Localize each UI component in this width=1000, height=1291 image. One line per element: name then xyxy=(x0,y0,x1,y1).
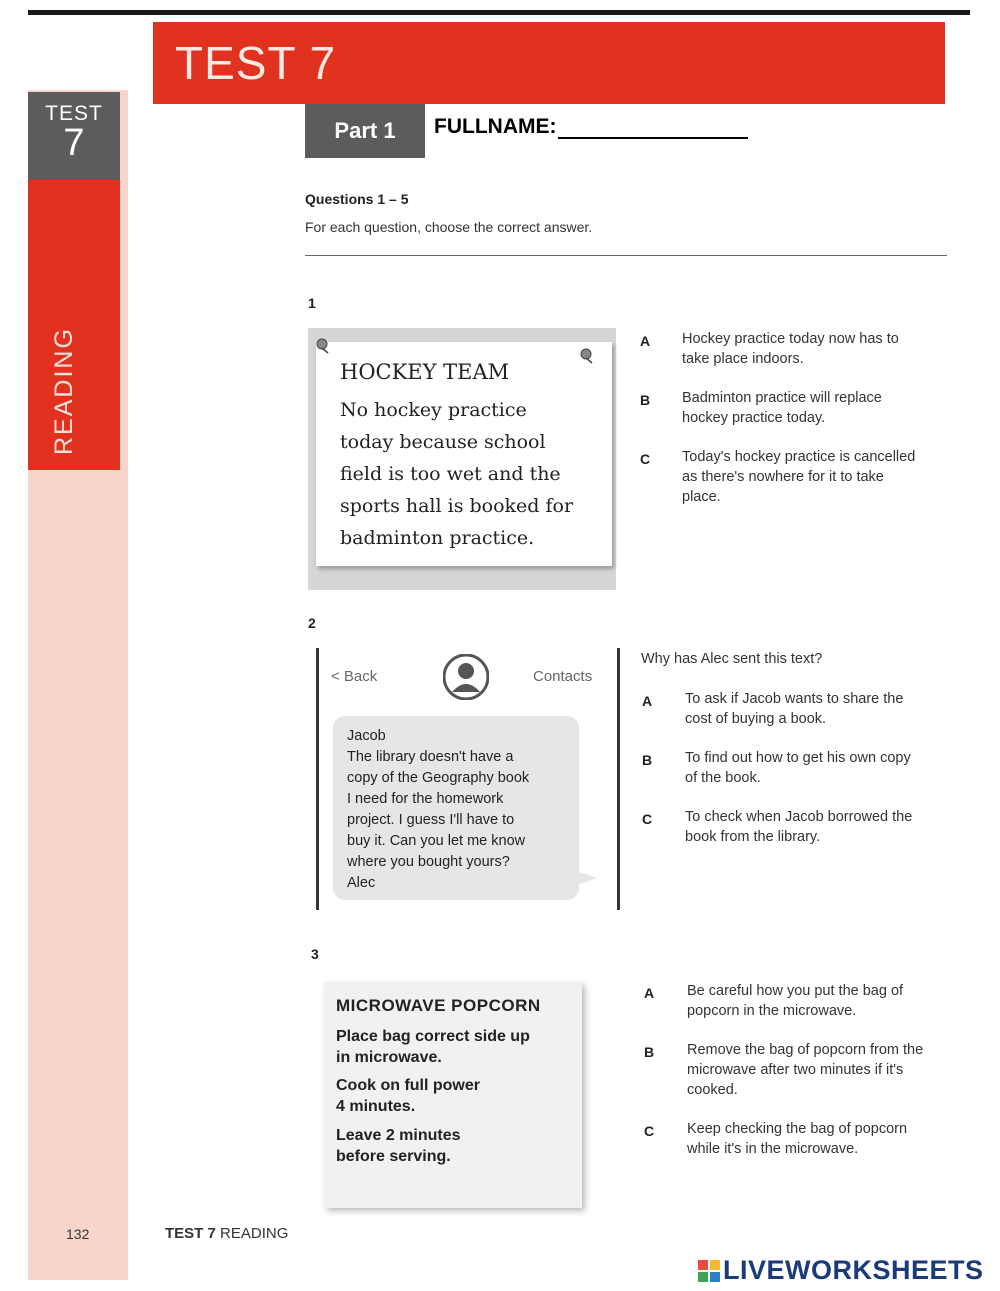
header-banner xyxy=(153,22,945,104)
hockey-notice xyxy=(316,342,612,566)
sidebar-test-number: 7 xyxy=(63,122,85,164)
popcorn-label xyxy=(324,982,582,1208)
option-text[interactable] xyxy=(682,329,899,369)
option-line: popcorn in the microwave. xyxy=(687,1003,857,1019)
option-line: place. xyxy=(682,489,721,505)
popcorn-title: MICROWAVE POPCORN xyxy=(336,996,541,1015)
fullname-field[interactable] xyxy=(434,115,748,139)
fullname-label: FULLNAME: xyxy=(434,115,557,138)
back-button: < Back xyxy=(331,668,378,685)
option-letter[interactable]: A xyxy=(644,985,655,1001)
option-line: Hockey practice today now has to xyxy=(682,331,899,347)
message-line: I need for the homework xyxy=(347,791,504,807)
option-line: cooked. xyxy=(687,1082,738,1098)
option-line: Keep checking the bag of popcorn xyxy=(687,1121,908,1137)
footer-title xyxy=(165,1225,288,1242)
option-letter[interactable]: A xyxy=(642,693,653,709)
option-text[interactable] xyxy=(682,388,882,428)
option-letter[interactable]: C xyxy=(644,1123,655,1139)
popcorn-instruction xyxy=(336,1075,480,1117)
footer-test: TEST 7 xyxy=(165,1225,216,1242)
option-text[interactable] xyxy=(685,748,911,788)
option-letter[interactable]: B xyxy=(644,1044,655,1060)
question-number: 3 xyxy=(311,946,319,962)
question-stem: Why has Alec sent this text? xyxy=(641,651,823,667)
top-rule xyxy=(28,10,970,15)
option-line: Today's hockey practice is cancelled xyxy=(682,449,916,465)
option-letter[interactable]: B xyxy=(640,392,651,408)
message-line: copy of the Geography book xyxy=(347,770,530,786)
option-line: take place indoors. xyxy=(682,351,804,367)
option-text[interactable] xyxy=(685,807,912,847)
option-line: To check when Jacob borrowed the xyxy=(685,809,913,825)
popcorn-instruction xyxy=(336,1026,530,1068)
sidebar-test-tab xyxy=(28,92,120,180)
avatar-icon xyxy=(443,654,489,700)
option-letter[interactable]: B xyxy=(642,752,653,768)
instruction-line: before serving. xyxy=(336,1148,451,1165)
bubble-tail xyxy=(573,870,597,886)
notice-line: sports hall is booked for xyxy=(340,495,574,517)
fullname-input-line[interactable] xyxy=(558,117,748,139)
message-line: Jacob xyxy=(347,728,386,744)
option-line: Be careful how you put the bag of xyxy=(687,983,904,999)
logo-icon xyxy=(698,1260,720,1282)
part-tab: Part 1 xyxy=(305,104,425,158)
notice-title: HOCKEY TEAM xyxy=(340,360,510,384)
instruction-line: in microwave. xyxy=(336,1049,442,1066)
option-line: hockey practice today. xyxy=(682,410,826,426)
option-letter[interactable]: C xyxy=(640,451,651,467)
message-bubble xyxy=(333,716,579,900)
option-text[interactable] xyxy=(682,447,915,507)
divider xyxy=(305,255,947,256)
popcorn-instruction xyxy=(336,1125,461,1167)
option-line: Remove the bag of popcorn from the xyxy=(687,1042,924,1058)
option-text[interactable] xyxy=(687,1119,907,1159)
instruction-line: Cook on full power xyxy=(336,1077,480,1094)
option-line: cost of buying a book. xyxy=(685,711,827,727)
page-number: 132 xyxy=(66,1226,90,1242)
sidebar-section-label: READING xyxy=(50,327,78,455)
option-line: microwave after two minutes if it's xyxy=(687,1062,904,1078)
phone-screen xyxy=(316,648,620,910)
instruction-line: Place bag correct side up xyxy=(336,1028,530,1045)
option-text[interactable] xyxy=(685,689,903,729)
contacts-button: Contacts xyxy=(533,668,593,685)
message-line: project. I guess I'll have to xyxy=(347,812,515,828)
message-line: The library doesn't have a xyxy=(347,749,514,765)
instruction-line: Leave 2 minutes xyxy=(336,1127,461,1144)
message-text xyxy=(347,726,529,894)
option-line: Badminton practice will replace xyxy=(682,390,882,406)
questions-heading: Questions 1 – 5 xyxy=(305,191,409,207)
notice-line: badminton practice. xyxy=(340,527,535,549)
option-text[interactable] xyxy=(687,981,903,1021)
option-line: To find out how to get his own copy xyxy=(685,750,911,766)
question-number: 1 xyxy=(308,295,316,311)
message-line: buy it. Can you let me know xyxy=(347,833,526,849)
notice-line: field is too wet and the xyxy=(340,463,561,485)
option-text[interactable] xyxy=(687,1040,923,1100)
notice-line: today because school xyxy=(340,431,546,453)
option-letter[interactable]: C xyxy=(642,811,653,827)
pin-icon xyxy=(578,348,594,364)
sidebar-test-label: TEST xyxy=(45,102,103,125)
logo-text: LIVEWORKSHEETS xyxy=(723,1255,984,1285)
option-line: as there's nowhere for it to take xyxy=(682,469,884,485)
option-line: book from the library. xyxy=(685,829,821,845)
page-title: TEST 7 xyxy=(175,37,337,89)
notice-body xyxy=(340,394,610,554)
question-number: 2 xyxy=(308,615,316,631)
liveworksheets-logo xyxy=(698,1255,984,1286)
message-line: where you bought yours? xyxy=(347,854,510,870)
instruction-line: 4 minutes. xyxy=(336,1098,416,1115)
option-line: To ask if Jacob wants to share the xyxy=(685,691,904,707)
footer-section: READING xyxy=(215,1225,289,1242)
message-line: Alec xyxy=(347,875,376,891)
option-line: of the book. xyxy=(685,770,761,786)
notice-line: No hockey practice xyxy=(340,399,527,421)
option-letter[interactable]: A xyxy=(640,333,651,349)
option-line: while it's in the microwave. xyxy=(687,1141,859,1157)
pin-icon xyxy=(314,338,330,354)
instruction-text: For each question, choose the correct answer. xyxy=(305,219,593,235)
